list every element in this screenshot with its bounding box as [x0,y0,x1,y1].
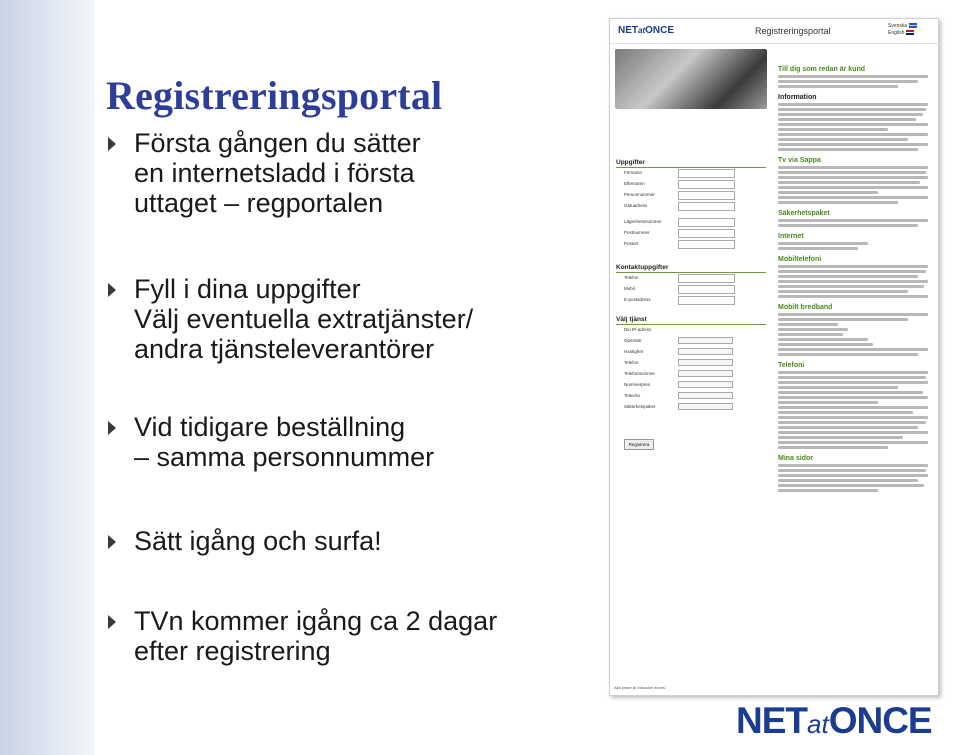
language-switch [888,23,917,37]
text-line [778,489,878,492]
form-row [616,358,766,369]
field-label: Telefon [624,275,639,280]
numberpres-select[interactable] [678,381,733,388]
text-line [778,181,920,184]
bullet-item [108,526,382,556]
logo-net: NET [736,700,807,741]
text-line [778,318,908,321]
bullet-line: uttaget – regportalen [134,188,384,218]
field-label: Nummerpres [624,382,651,387]
form-row [616,228,766,239]
text-line [778,138,908,141]
text-line [778,396,928,399]
portal-logo [618,25,674,36]
text-line [778,353,918,356]
text-line [778,80,918,83]
telephone-select[interactable] [678,359,733,366]
text-line [778,133,928,136]
text-line [778,265,928,268]
text-line [778,171,926,174]
text-line [778,446,888,449]
bullet-item [108,274,473,364]
form-row [616,168,766,179]
form-row [616,284,766,295]
operator-select[interactable] [678,337,733,344]
speed-select[interactable] [678,348,733,355]
bullet-line: efter registrering [134,636,331,666]
text-line [778,75,928,78]
field-label: Postort [624,241,639,246]
personnummer-input[interactable] [678,191,735,200]
field-label: Operatör [624,338,642,343]
bullet-line: – samma personnummer [134,442,435,472]
price-footnote: Alla priser är inklusive moms. [614,685,667,690]
bullet-line: andra tjänsteleverantörer [134,334,435,364]
bullet-arrow-icon [108,137,116,151]
text-line [778,401,878,404]
text-line [778,323,838,326]
info-heading: Information [778,94,817,101]
text-line [778,371,928,374]
bullet-line: Första gången du sätter [134,128,421,158]
lang-english-link[interactable] [888,30,917,37]
text-line [778,285,924,288]
form-row [616,239,766,250]
text-line [778,421,926,424]
text-line [778,186,928,189]
bullet-arrow-icon [108,283,116,297]
city-input[interactable] [678,240,735,249]
bullet-arrow-icon [108,535,116,549]
portal-logo-at: at [638,26,646,35]
text-line [778,479,918,482]
text-line [778,338,868,341]
text-line [778,242,868,245]
section-uppgifter: Uppgifter [616,159,766,168]
text-line [778,348,928,351]
text-line [778,328,848,331]
field-label: Telefonnummer [624,371,656,376]
form-row [616,201,766,217]
field-label: Förnamn [624,170,643,175]
info-heading: Till dig som redan är kund [778,66,865,73]
text-line [778,118,916,121]
text-line [778,85,898,88]
text-line [778,411,913,414]
form-row [616,273,766,284]
form-row [616,380,766,391]
submit-area [616,413,766,453]
text-line [778,108,926,111]
uk-flag-icon [906,30,914,35]
field-label: Postnummer [624,230,650,235]
text-line [778,176,928,179]
info-heading: Telefoni [778,362,805,369]
bullet-item [108,128,421,218]
text-line [778,406,928,409]
text-line [778,123,928,126]
info-heading: Mobiltelefoni [778,256,822,263]
info-heading: Säkerhetspaket [778,210,830,217]
text-line [778,426,918,429]
text-line [778,431,928,434]
form-row [616,295,766,306]
text-line [778,166,928,169]
bullet-line: Välj eventuella extratjänster/ [134,304,474,334]
portal-header [610,19,938,44]
swedish-flag-icon [909,23,917,28]
netatonce-logo [736,700,932,748]
text-line [778,436,903,439]
field-label: Telev/sv [624,393,641,398]
bullet-item [108,606,497,666]
text-line [778,416,928,419]
field-label: E-postadress [624,297,651,302]
form-row [616,325,766,336]
registration-form [616,159,766,453]
left-decor-stripe [0,0,95,755]
field-label: Mobil [624,286,635,291]
text-line [778,224,918,227]
text-line [778,280,928,283]
section-valj-tjanst: Välj tjänst [616,316,766,325]
text-line [778,201,898,204]
form-row [616,391,766,402]
bullet-arrow-icon [108,421,116,435]
phonenumber-select[interactable] [678,370,733,377]
mobile-input[interactable] [678,285,735,294]
text-line [778,191,878,194]
text-line [778,247,858,250]
keyboard-banner-image [615,49,767,109]
text-line [778,290,908,293]
text-line [778,103,928,106]
text-line [778,441,928,444]
apartment-input[interactable] [678,218,735,227]
text-line [778,484,924,487]
text-line [778,333,843,336]
form-row [616,217,766,228]
form-row [616,179,766,190]
lastname-input[interactable] [678,180,735,189]
text-line [778,148,918,151]
form-row [616,369,766,380]
bullet-arrow-icon [108,615,116,629]
section-kontakt: Kontaktuppgifter [616,264,766,273]
form-row [616,336,766,347]
portal-logo-once: ONCE [645,25,675,36]
text-line [778,113,923,116]
field-label: Gatuadress [624,203,648,208]
text-line [778,143,928,146]
field-label: Säkerhetspaket [624,404,656,409]
field-label: Personnummer [624,192,655,197]
text-line [778,295,928,298]
info-heading: Mobilt bredband [778,304,833,311]
portal-screenshot [609,18,939,696]
field-label: Efternamn [624,181,645,186]
field-label: Hastighet [624,349,644,354]
field-label: Din IP-adress [624,327,652,332]
field-label: Lägenhetsnummer [624,219,662,224]
text-line [778,343,873,346]
text-line [778,313,928,316]
info-heading: Internet [778,233,804,240]
security-select[interactable] [678,403,733,410]
text-line [778,128,888,131]
bullet-line: Sätt igång och surfa! [134,526,382,556]
form-row [616,190,766,201]
tv-select[interactable] [678,392,733,399]
text-line [778,270,926,273]
bullet-line: Fyll i dina uppgifter [134,274,361,304]
text-line [778,474,928,477]
text-line [778,386,898,389]
zip-input[interactable] [678,229,735,238]
bullet-line: TVn kommer igång ca 2 dagar [134,606,498,636]
text-line [778,196,928,199]
text-line [778,469,926,472]
text-line [778,376,926,379]
form-row [616,402,766,413]
info-column [778,66,933,494]
field-label: Telefon [624,360,639,365]
slide-title: Registreringsportal [106,73,443,118]
text-line [778,381,928,384]
bullet-item [108,412,434,472]
bullet-line: en internetsladd i första [134,158,415,188]
info-heading: Mina sidor [778,455,814,462]
lang-swedish-link[interactable] [888,23,917,30]
address-input[interactable] [678,202,735,211]
portal-title: Registreringsportal [755,26,831,36]
form-row [616,347,766,358]
lang-en-label: English [888,30,905,36]
text-line [778,464,928,467]
email-input[interactable] [678,296,735,305]
text-line [778,275,918,278]
logo-once: ONCE [828,700,932,741]
logo-at: at [807,709,829,739]
bullet-line: Vid tidigare beställning [134,412,406,442]
lang-sv-label: Svenska [888,23,908,29]
firstname-input[interactable] [678,169,735,178]
info-heading: Tv via Sappa [778,157,821,164]
register-button[interactable]: Registrera [624,439,654,450]
text-line [778,391,923,394]
phone-input[interactable] [678,274,735,283]
text-line [778,219,928,222]
portal-logo-net: NET [618,25,638,36]
